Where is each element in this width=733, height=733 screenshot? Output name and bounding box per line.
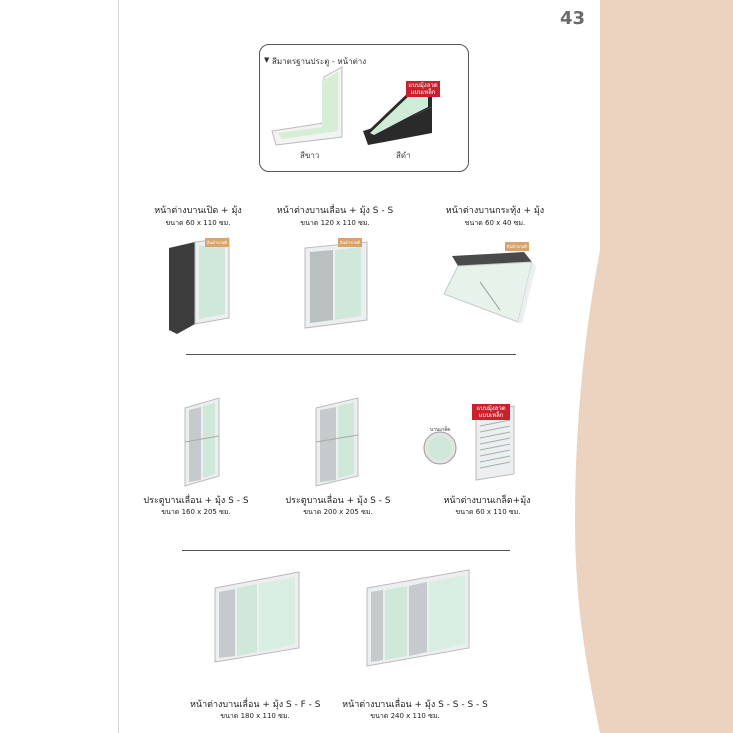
- best-seller-badge: สินค้าขายดี: [340, 240, 361, 245]
- black-color-badge: แบบมุ้งลวด แบบเหล็ก: [406, 81, 440, 97]
- product-size: ขนาด 240 x 110 ซม.: [370, 712, 440, 720]
- product-name: หน้าต่างบานเลื่อน + มุ้ง S - S: [276, 206, 394, 216]
- product-name: หน้าต่างบานเปิด + มุ้ง: [154, 206, 242, 216]
- louver-callout: บานเกล็ด: [430, 427, 451, 433]
- product-name: หน้าต่างบานเลื่อน + มุ้ง S - S - S - S: [342, 700, 488, 710]
- sliding-door-image: [183, 398, 223, 488]
- white-label: สีขาว: [300, 151, 320, 160]
- triangle-bullet-icon: ▼: [264, 56, 270, 64]
- best-seller-badge: สินค้าขายดี: [207, 240, 228, 245]
- sliding-window-image: [303, 240, 373, 330]
- product-name: ประตูบานเลื่อน + มุ้ง S - S: [285, 496, 391, 506]
- legend-title: สีมาตรฐานประตู - หน้าต่าง: [272, 57, 367, 66]
- sliding-door-image: [314, 398, 364, 488]
- product-size: ขนาด 180 x 110 ซม.: [220, 712, 290, 720]
- best-seller-badge: สินค้าขายดี: [507, 244, 528, 249]
- sliding-window-s-f-s-image: [213, 572, 303, 662]
- product-name: ประตูบานเลื่อน + มุ้ง S - S: [143, 496, 249, 506]
- black-label: สีดำ: [396, 151, 411, 160]
- product-name: หน้าต่างบานกระทุ้ง + มุ้ง: [445, 206, 545, 216]
- page-margin-line: [118, 0, 119, 733]
- product-size: ขนาด 160 x 205 ซม.: [161, 508, 231, 516]
- product-size: ขนาด 60 x 40 ซม.: [464, 219, 526, 227]
- divider-line: [182, 550, 510, 551]
- product-name: หน้าต่างบานเกล็ด+มุ้ง: [443, 496, 531, 506]
- page-number: 43: [560, 8, 586, 29]
- color-swatches: [260, 45, 468, 171]
- product-name: หน้าต่างบานเลื่อน + มุ้ง S - F - S: [190, 700, 321, 710]
- sliding-window-s-s-s-s-image: [365, 570, 475, 666]
- product-size: ขนาด 200 x 205 ซม.: [303, 508, 373, 516]
- awning-window-image: [440, 252, 540, 322]
- product-size: ขนาด 120 x 110 ซม.: [300, 219, 370, 227]
- louver-badge: แบบมุ้งลวด แบบเหล็ก: [472, 404, 510, 420]
- casement-window-image: [165, 234, 245, 334]
- product-size: ขนาด 60 x 110 ซม.: [455, 508, 521, 516]
- product-size: ขนาด 60 x 110 ซม.: [165, 219, 231, 227]
- color-legend-box: [259, 44, 469, 172]
- divider-line: [186, 354, 516, 355]
